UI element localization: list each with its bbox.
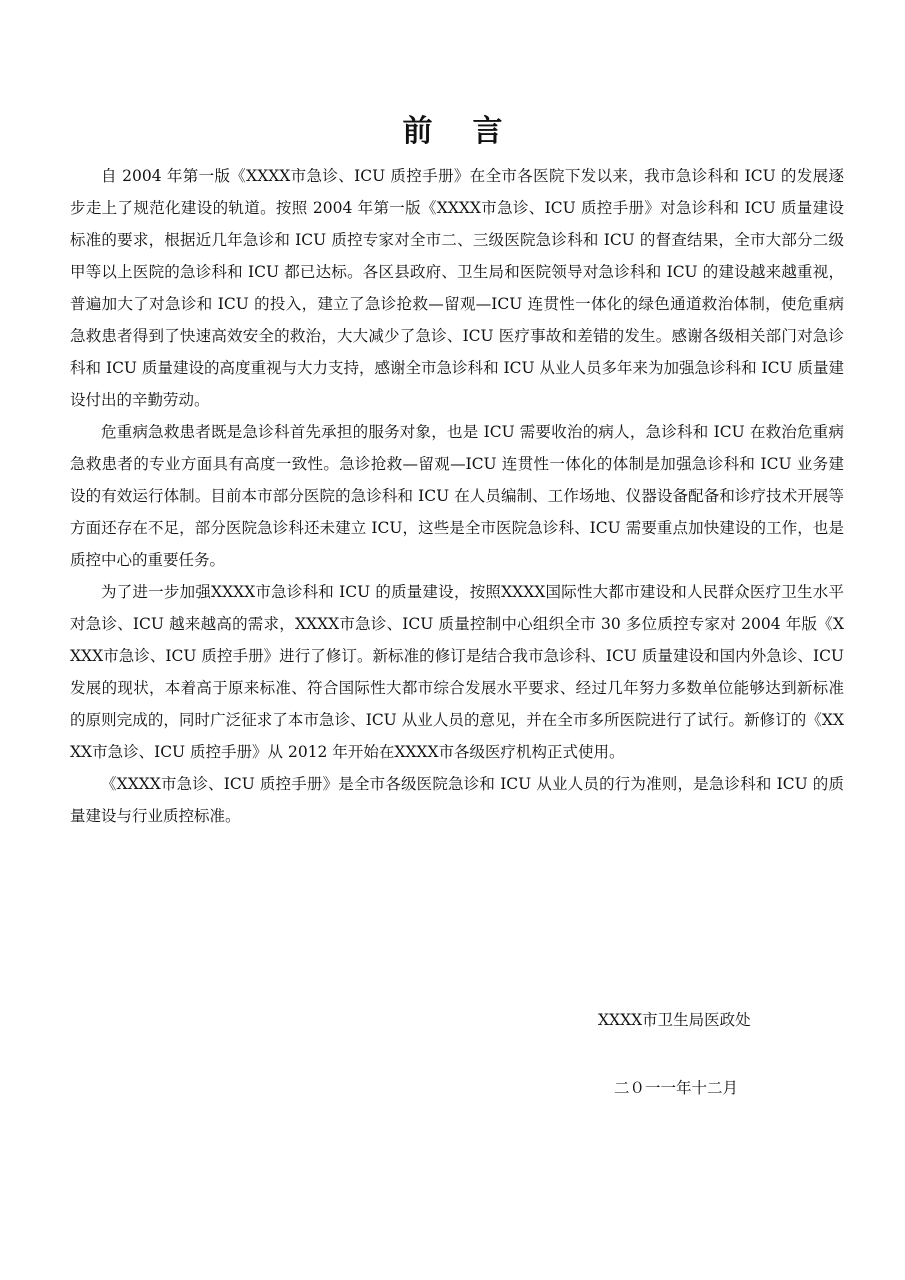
paragraph-1: 自 2004 年第一版《XXXX市急诊、ICU 质控手册》在全市各医院下发以来，我市急诊科和 ICU 的发展逐步走上了规范化建设的轨道。按照 2004 年第一版《XXXX市急诊、ICU 质控手册》对急诊科和 ICU 质量建设标准的要求，根据近几年急诊和 ICU 质控专家对全市二、三级医院急诊科和 ICU 的督查结果，全市大部分二级甲等以上医院的急诊科和 ICU 都已达标。各区县政府、卫生局和医院领导对急诊科和 ICU 的建设越来越重视，普遍加大了对急诊和 ICU 的投入，建立了急诊抢救—留观—ICU 连贯性一体化的绿色通道救治体制，使危重病急救患者得到了快速高效安全的救治，大大减少了急诊、ICU 医疗事故和差错的发生。感谢各级相关部门对急诊科和 ICU 质量建设的高度重视与大力支持，感谢全市急诊科和 ICU 从业人员多年来为加强急诊科和 ICU 质量建设付出的辛勤劳动。 [70, 167, 844, 409]
paragraph-2: 危重病急救患者既是急诊科首先承担的服务对象，也是 ICU 需要收治的病人，急诊科和 ICU 在救治危重病急救患者的专业方面具有高度一致性。急诊抢救—留观—ICU 连贯性一体化的体制是加强急诊科和 ICU 业务建设的有效运行体制。目前本市部分医院的急诊科和 ICU 在人员编制、工作场地、仪器设备配备和诊疗技术开展等方面还存在不足，部分医院急诊科还未建立 ICU，这些是全市医院急诊科、ICU 需要重点加快建设的工作，也是质控中心的重要任务。 [70, 423, 845, 569]
signature-organization: XXXX市卫生局医政处 [598, 1011, 751, 1029]
preface-body [70, 160, 844, 832]
page-title: 前言 [402, 114, 543, 149]
paragraph-3: 为了进一步加强XXXX市急诊科和 ICU 的质量建设，按照XXXX国际性大都市建设和人民群众医疗卫生水平对急诊、ICU 越来越高的需求，XXXX市急诊、ICU 质量控制中心组织全市 30 多位质控专家对 2004 年版《XXXX市急诊、ICU 质控手册》进行了修订。新标准的修订是结合我市急诊科、ICU 质量建设和国内外急诊、ICU 发展的现状，本着高于原来标准、符合国际性大都市综合发展水平要求、经过几年努力多数单位能够达到新标准的原则完成的，同时广泛征求了本市急诊、ICU 从业人员的意见，并在全市多所医院进行了试行。新修订的《XXXX市急诊、ICU 质控手册》从 2012 年开始在XXXX市各级医疗机构正式使用。 [70, 583, 844, 761]
paragraph-4: 《XXXX市急诊、ICU 质控手册》是全市各级医院急诊和 ICU 从业人员的行为准则，是急诊科和 ICU 的质量建设与行业质控标准。 [70, 775, 844, 825]
signature-date: 二０一一年十二月 [614, 1079, 739, 1097]
